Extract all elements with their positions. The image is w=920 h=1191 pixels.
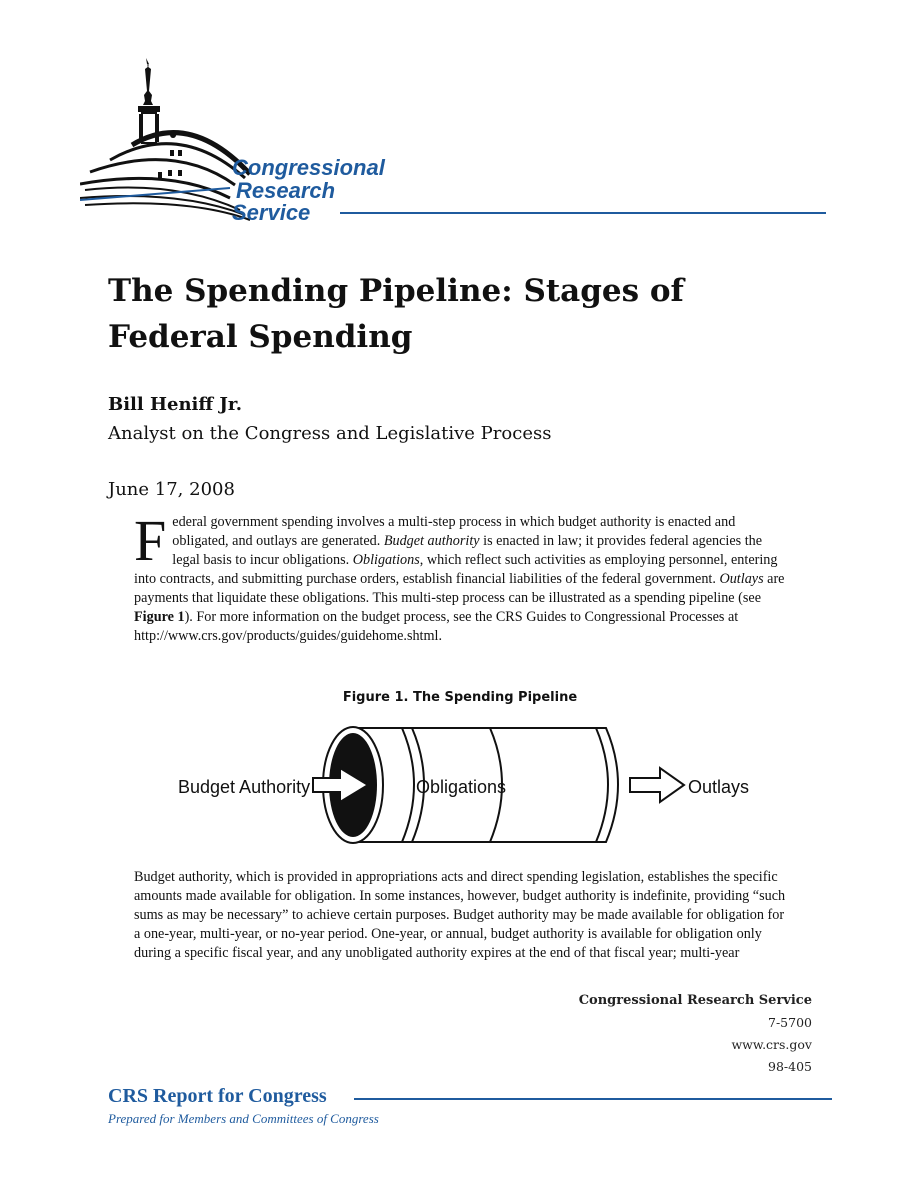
footer-org: Congressional Research Service	[578, 993, 812, 1008]
intro-text-5: ). For more information on the budget process, see the CRS Guides to Congressional Processes at http://www.crs.gov/products/guides/guidehome.shtml.	[134, 609, 739, 644]
report-title: The Spending Pipeline: Stages of Federal Spending	[108, 273, 684, 355]
label-outlays: Outlays	[688, 777, 750, 797]
budget-authority-paragraph: Budget authority, which is provided in appropriations acts and direct spending legislation, establishes the specific amounts made available for obligation. In some instances, however, budget authority is indefinite, providing “such sums as may be necessary” to achieve certain purposes. Budget authority may be made available for obligation for a one-year, multi-year, or no-year period. One-year, or annual, budget authority is available for obligation only during a specific fiscal year, and any unobligated authority expires at the end of that fiscal year; multi-year	[134, 869, 786, 961]
label-budget-authority: Budget Authority	[178, 777, 311, 797]
intro-text-3: , which reflect such activities as employing personnel, entering into contracts, and submitting purchase orders, establish financial liabilities of the federal government.	[134, 552, 778, 587]
logo-line-2: Research	[236, 178, 336, 203]
footer-site: www.crs.gov	[731, 1037, 812, 1052]
footer-meta	[579, 990, 812, 1078]
figure-title: Figure 1. The Spending Pipeline	[342, 690, 578, 705]
report-series-rule	[354, 1098, 832, 1100]
author-role: Analyst on the Congress and Legislative Process	[108, 423, 552, 444]
term-budget-authority: Budget authority	[383, 533, 480, 549]
logo-rule	[340, 212, 826, 214]
footer-code: 7-5700	[768, 1015, 812, 1030]
drop-cap: F	[134, 508, 167, 573]
prepared-for: Prepared for Members and Committees of Congress	[108, 1111, 379, 1126]
spending-pipeline-figure	[170, 720, 760, 850]
figure-reference: Figure 1	[134, 609, 185, 625]
intro-paragraph	[134, 508, 788, 646]
report-date: June 17, 2008	[108, 479, 235, 500]
intro-text-4: are payments that liquidate these obligations. This multi-step process can be illustrated as a spending pipeline (see	[134, 571, 785, 606]
logo-line-3: Service	[232, 200, 311, 225]
report-series: CRS Report for Congress	[108, 1085, 327, 1107]
term-outlays: Outlays	[719, 571, 764, 587]
crs-logo-icon	[80, 50, 840, 230]
label-obligations: Obligations	[416, 777, 507, 797]
intro-text-2: is enacted in law; it provides federal agencies the legal basis to incur obligations.	[172, 533, 763, 568]
term-obligations: Obligations	[352, 552, 420, 568]
author-name: Bill Heniff Jr.	[108, 394, 243, 415]
logo-line-1: Congressional	[232, 155, 385, 180]
footer-report-number: 98-405	[768, 1059, 812, 1074]
intro-text-1: ederal government spending involves a multi-step process in which budget authority is enacted and obligated, and outlays are generated.	[172, 514, 736, 549]
